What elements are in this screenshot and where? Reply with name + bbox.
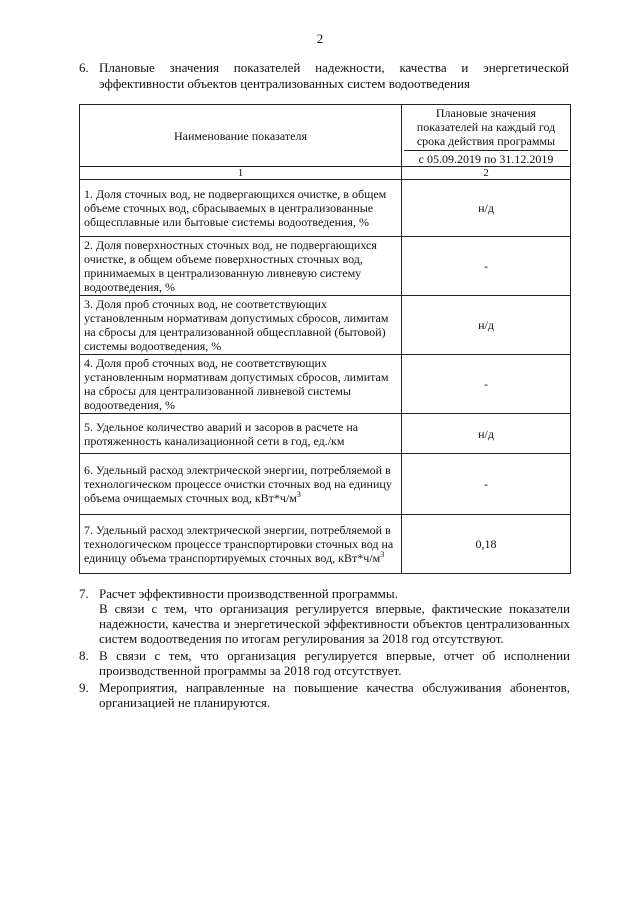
table-row <box>80 237 571 296</box>
indicator-name: 2. Доля поверхностных сточных вод, не подвергающихся очистке, в общем объеме поверхностных сточных вод, принимаемых в централизованную ливневую систему водоотведения, % <box>80 237 402 296</box>
header-plan-values <box>402 105 571 167</box>
item-text: В связи с тем, что организация регулируется впервые, отчет об исполнении производственной программы за 2018 год отсутствует. <box>99 648 570 678</box>
list-item <box>79 680 570 710</box>
table-row <box>80 454 571 515</box>
list-item <box>79 586 570 646</box>
indicator-value: - <box>402 237 571 296</box>
column-number-2: 2 <box>402 167 571 180</box>
item-number: 7. <box>79 586 89 601</box>
header-period: с 05.09.2019 по 31.12.2019 <box>404 150 568 166</box>
page-number: 2 <box>316 31 324 46</box>
indicator-value: 0,18 <box>402 515 571 574</box>
indicator-name: 6. Удельный расход электрической энергии, потребляемой в технологическом процессе очистки сточных вод на единицу объема очищаемых сточных вод, кВт*ч/м <box>84 463 392 505</box>
item-text: Мероприятия, направленные на повышение качества обслуживания абонентов, организацией не планируются. <box>99 680 570 710</box>
item-number: 9. <box>79 680 89 695</box>
indicator-name: 1. Доля сточных вод, не подвергающихся очистке, в общем объеме сточных вод, сбрасываемых в централизованные общесплавные или бытовые системы водоотведения, % <box>80 180 402 237</box>
indicator-name: 3. Доля проб сточных вод, не соответствующих установленным нормативам допустимых сбросов, лимитам на сбросы для централизованной общесплавной (бытовой) системы водоотведения, % <box>80 296 402 355</box>
column-number-1: 1 <box>80 167 402 180</box>
section-title-line1: Плановые значения показателей надежности, качества и энергетической <box>99 60 569 75</box>
header-indicator-name: Наименование показателя <box>80 105 402 167</box>
item-number: 8. <box>79 648 89 663</box>
column-number-row <box>80 167 571 180</box>
superscript-3: 3 <box>380 550 385 559</box>
item-title: Расчет эффективности производственной программы. <box>99 586 398 601</box>
table-row <box>80 355 571 414</box>
indicator-value: н/д <box>402 296 571 355</box>
indicator-value: н/д <box>402 180 571 237</box>
table-row <box>80 180 571 237</box>
indicator-name: 7. Удельный расход электрической энергии, потребляемой в технологическом процессе транспортировки сточных вод на единицу объема транспортируемых сточных вод, кВт*ч/м <box>84 523 394 565</box>
header-plan-text: Плановые значения показателей на каждый год срока действия программы <box>416 106 556 148</box>
indicator-name: 5. Удельное количество аварий и засоров в расчете на протяженность канализационной сети в год, ед./км <box>80 414 402 454</box>
table-row <box>80 515 571 574</box>
section-number: 6. <box>79 60 89 75</box>
superscript-3: 3 <box>296 490 301 499</box>
table-row <box>80 296 571 355</box>
section-title-line2: эффективности объектов централизованных систем водоотведения <box>99 76 470 91</box>
indicator-name-cell <box>80 454 402 515</box>
list-item <box>79 648 570 678</box>
indicator-value: - <box>402 454 571 515</box>
table-row <box>80 414 571 454</box>
indicators-table <box>79 104 571 574</box>
item-text: В связи с тем, что организация регулируется впервые, фактические показатели надежности, качества и энергетической эффективности объектов централизованных систем водоотведения по итогам регулирования за 2018 год отсутствуют. <box>99 601 570 646</box>
indicator-value: - <box>402 355 571 414</box>
numbered-items <box>79 586 570 712</box>
section-heading <box>79 60 569 92</box>
table-header-row <box>80 105 571 167</box>
indicator-name-cell <box>80 515 402 574</box>
indicator-name: 4. Доля проб сточных вод, не соответствующих установленным нормативам допустимых сбросов, лимитам на сбросы для централизованной ливневой системы водоотведения, % <box>80 355 402 414</box>
indicator-value: н/д <box>402 414 571 454</box>
